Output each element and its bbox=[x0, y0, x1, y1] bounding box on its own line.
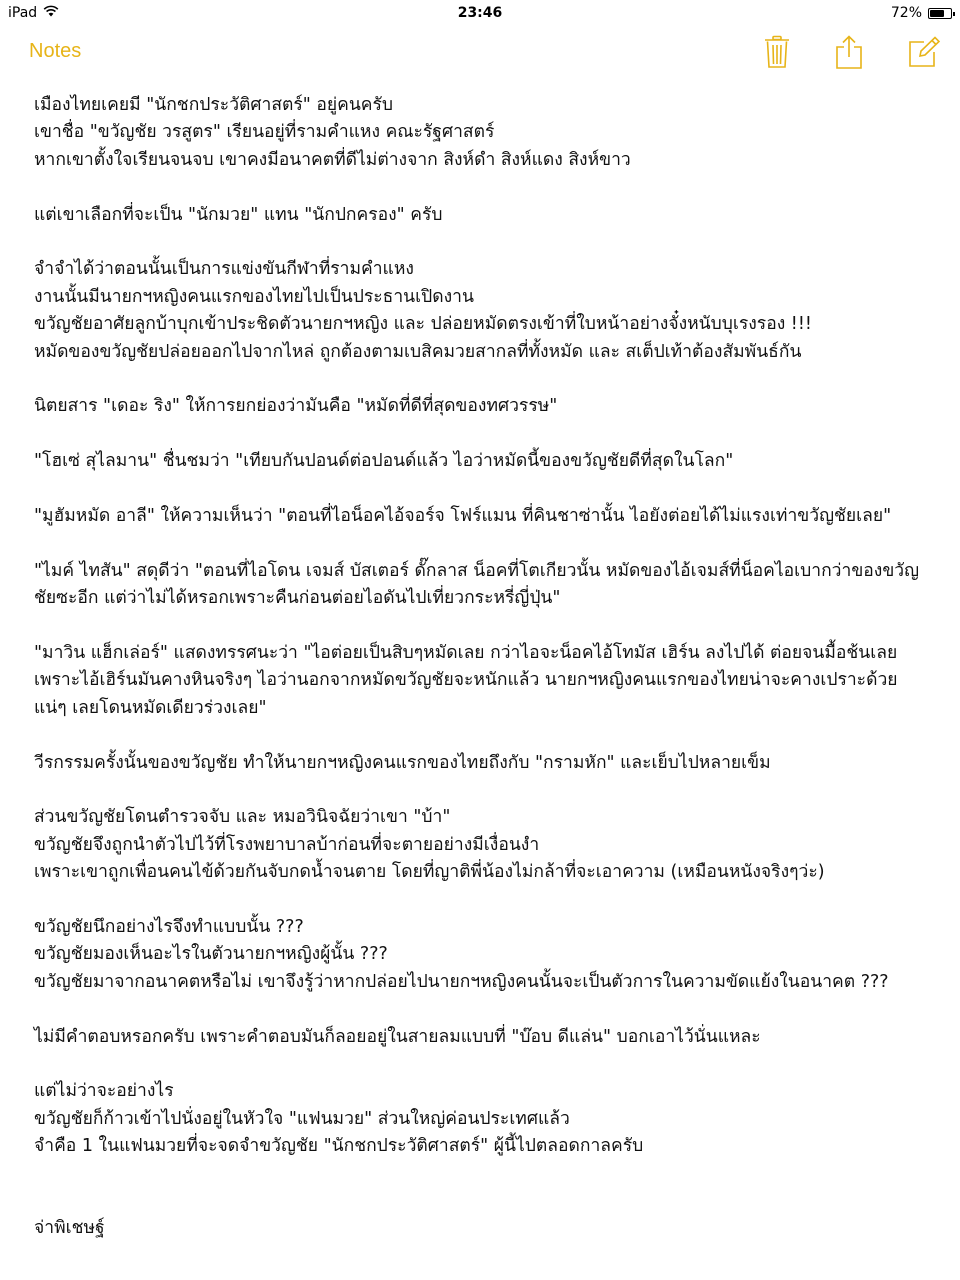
note-line bbox=[34, 421, 924, 448]
note-line bbox=[34, 530, 924, 557]
battery-icon bbox=[928, 8, 952, 19]
back-to-notes-button[interactable]: Notes bbox=[29, 40, 82, 62]
note-line bbox=[34, 1161, 924, 1188]
battery-percent: 72% bbox=[890, 5, 922, 21]
note-line: แต่เขาเลือกที่จะเป็น "นักมวย" แทน "นักปกครอง" ครับ bbox=[34, 204, 443, 225]
status-bar bbox=[0, 0, 960, 28]
note-line: "โฮเซ่ สุไลมาน" ชื่นชมว่า "เทียบกันปอนด์ต่อปอนด์แล้ว ไอว่าหมัดนี้ของขวัญชัยดีที่สุดในโลก" bbox=[34, 451, 734, 472]
status-right bbox=[891, 5, 952, 21]
note-line: หากเขาตั้งใจเรียนจนจบ เขาคงมีอนาคตที่ดีไม่ต่างจาก สิงห์ดำ สิงห์แดง สิงห์ขาว bbox=[34, 149, 631, 170]
note-body[interactable] bbox=[34, 92, 924, 1243]
nav-bar bbox=[0, 28, 960, 84]
note-line bbox=[34, 777, 924, 804]
share-button[interactable] bbox=[831, 34, 867, 70]
note-line: ขวัญชัยก็ก้าวเข้าไปนั่งอยู่ในหัวใจ "แฟนมวย" ส่วนใหญ่ค่อนประเทศแล้ว bbox=[34, 1108, 570, 1129]
note-line: หมัดของขวัญชัยปล่อยออกไปจากไหล่ ถูกต้องตามเบสิคมวยสากลที่ทั้งหมัด และ สเต็ปเท้าต้องสัมพันธ์กัน bbox=[34, 341, 802, 362]
trash-icon bbox=[764, 35, 790, 69]
delete-button[interactable] bbox=[759, 34, 795, 70]
note-line bbox=[34, 996, 924, 1023]
note-line: ขวัญชัยมาจากอนาคตหรือไม่ เขาจึงรู้ว่าหากปล่อยไปนายกฯหญิงคนนั้นจะเป็นตัวการในความขัดแย้งในอนาคต ??? bbox=[34, 971, 889, 992]
note-line bbox=[34, 229, 924, 256]
note-line bbox=[34, 613, 924, 640]
note-line bbox=[34, 1188, 924, 1215]
compose-button[interactable] bbox=[906, 34, 942, 70]
note-line: "ไมค์ ไทสัน" สดุดีว่า "ตอนที่ไอโดน เจมส์ บัสเตอร์ ดั๊กลาส น็อคที่โตเกียวนั้น หมัดของไอ้เจมส์ที่น็อคไอเบากว่าของขวัญชัยซะอีก แต่ว่าไม่ได้หรอกเพราะคืนก่อนต่อยไอดันไปเที่ยวกระหรี่ญี่ปุ่น" bbox=[34, 560, 920, 609]
note-line: ส่วนขวัญชัยโดนตำรวจจับ และ หมอวินิจฉัยว่าเขา "บ้า" bbox=[34, 807, 451, 828]
note-line: จำจำได้ว่าตอนนั้นเป็นการแข่งขันกีฬาที่รามคำแหง bbox=[34, 259, 414, 280]
note-line bbox=[34, 476, 924, 503]
device-label: iPad bbox=[8, 5, 38, 21]
note-line: "มาวิน แฮ็กเล่อร์" แสดงทรรศนะว่า "ไอต่อยเป็นสิบๆหมัดเลย กว่าไอจะน็อคไอ้โทมัส เฮิร์น ลงไปได้ ต่อยจนมื้อช้นเลย เพราะไอ้เฮิร์นมันคางหินจริงๆ ไอว่านอกจากหมัดขวัญชัยจะหนักแล้ว นายกฯหญิงคนแรกของไทยน่าจะคางเปราะด้วยแน่ๆ เลยโดนหมัดเดียวร่วงเลย" bbox=[34, 643, 903, 718]
status-time: 23:46 bbox=[457, 5, 503, 21]
note-line: เมืองไทยเคยมี "นักชกประวัติศาสตร์" อยู่คนครับ bbox=[34, 95, 394, 115]
note-line: งานนั้นมีนายกฯหญิงคนแรกของไทยไปเป็นประธานเปิดงาน bbox=[34, 286, 474, 307]
battery-fill bbox=[930, 10, 944, 17]
note-line bbox=[34, 1051, 924, 1078]
compose-icon bbox=[908, 36, 940, 68]
note-line: ขวัญชัยอาศัยลูกบ้าบุกเข้าประชิดตัวนายกฯหญิง และ ปล่อยหมัดตรงเข้าที่ใบหน้าอย่างจั๋งหนับบุเรงรอง !!! bbox=[34, 314, 812, 335]
note-line bbox=[34, 366, 924, 393]
share-icon bbox=[835, 35, 863, 69]
note-line bbox=[34, 174, 924, 201]
note-line: จ่าพิเชษฐ์ bbox=[34, 1218, 105, 1239]
note-line: เขาชื่อ "ขวัญชัย วรสูตร" เรียนอยู่ที่รามคำแหง คณะรัฐศาสตร์ bbox=[34, 122, 495, 143]
note-line: "มูฮัมหมัด อาลี" ให้ความเห็นว่า "ตอนที่ไอน็อคไอ้จอร์จ โฟร์แมน ที่คินชาซ่านั้น ไอยังต่อยได้ไม่แรงเท่าขวัญชัยเลย" bbox=[34, 506, 892, 527]
note-line: วีรกรรมครั้งนั้นของขวัญชัย ทำให้นายกฯหญิงคนแรกของไทยถึงกับ "กรามหัก" และเย็บไปหลายเข็ม bbox=[34, 752, 771, 773]
note-line: ไม่มีคำตอบหรอกครับ เพราะคำตอบมันก็ลอยอยู่ในสายลมแบบที่ "บ๊อบ ดีแล่น" บอกเอาไว้นั่นแหละ bbox=[34, 1026, 761, 1047]
note-line bbox=[34, 722, 924, 749]
note-line: เพราะเขาถูกเพื่อนคนไข้ด้วยกันจับกดน้ำจนตาย โดยที่ญาติพี่น้องไม่กล้าที่จะเอาความ (เหมือนหนังจริงๆว่ะ) bbox=[34, 862, 825, 883]
note-line: ขวัญชัยมองเห็นอะไรในตัวนายกฯหญิงผู้นั้น ??? bbox=[34, 944, 388, 965]
note-line: นิตยสาร "เดอะ ริง" ให้การยกย่องว่ามันคือ "หมัดที่ดีที่สุดของทศวรรษ" bbox=[34, 396, 558, 417]
note-line: ขวัญชัยนึกอย่างไรจึงทำแบบนั้น ??? bbox=[34, 917, 304, 938]
note-line: แต่ไม่ว่าจะอย่างไร bbox=[34, 1081, 174, 1102]
note-line: ขวัญชัยจึงถูกนำตัวไปไว้ที่โรงพยาบาลบ้าก่อนที่จะตายอย่างมีเงื่อนงำ bbox=[34, 834, 540, 855]
note-line bbox=[34, 887, 924, 914]
note-line: จำคือ 1 ในแฟนมวยที่จะจดจำขวัญชัย "นักชกประวัติศาสตร์" ผู้นี้ไปตลอดกาลครับ bbox=[34, 1136, 644, 1157]
battery-nub bbox=[953, 12, 955, 16]
